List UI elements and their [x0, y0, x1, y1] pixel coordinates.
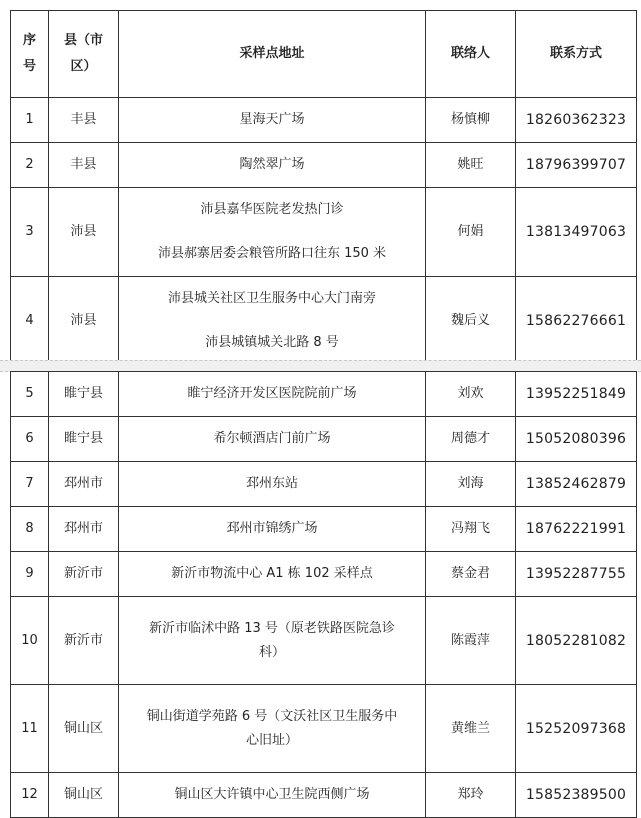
row-phone: 15862276661 — [516, 277, 637, 366]
row-phone: 13952251849 — [516, 372, 637, 417]
row-phone: 15252097368 — [516, 685, 637, 773]
row-county: 铜山区 — [49, 773, 119, 818]
row-index: 7 — [11, 462, 49, 507]
table-row — [11, 685, 637, 773]
row-index: 3 — [11, 188, 49, 277]
row-address: 铜山区大许镇中心卫生院西侧广场 — [119, 773, 426, 818]
row-county: 沛县 — [49, 188, 119, 277]
sampling-sites-table-part2 — [10, 371, 637, 818]
row-contact: 黄维兰 — [426, 685, 516, 773]
row-contact: 杨慎柳 — [426, 98, 516, 143]
row-phone: 18796399707 — [516, 143, 637, 188]
header-address: 采样点地址 — [119, 11, 426, 98]
row-phone: 13852462879 — [516, 462, 637, 507]
row-contact: 蔡金君 — [426, 552, 516, 597]
row-phone: 15052080396 — [516, 417, 637, 462]
table-row — [11, 277, 637, 366]
row-county: 新沂市 — [49, 597, 119, 685]
row-contact: 冯翔飞 — [426, 507, 516, 552]
header-index: 序 号 — [11, 11, 49, 98]
row-address: 邳州东站 — [119, 462, 426, 507]
row-phone: 15852389500 — [516, 773, 637, 818]
row-contact: 郑玲 — [426, 773, 516, 818]
row-address: 睢宁经济开发区医院院前广场 — [119, 372, 426, 417]
row-address: 邳州市锦绣广场 — [119, 507, 426, 552]
row-address: 新沂市临沭中路 13 号（原老铁路医院急诊 科） — [119, 597, 426, 685]
row-address: 沛县嘉华医院老发热门诊 沛县郝寨居委会粮管所路口往东 150 米 — [119, 188, 426, 277]
header-county: 县（市 区） — [49, 11, 119, 98]
row-county: 睢宁县 — [49, 372, 119, 417]
row-county: 沛县 — [49, 277, 119, 366]
row-index: 8 — [11, 507, 49, 552]
row-address: 陶然翠广场 — [119, 143, 426, 188]
row-index: 12 — [11, 773, 49, 818]
row-county: 邳州市 — [49, 507, 119, 552]
row-county: 邳州市 — [49, 462, 119, 507]
row-county: 睢宁县 — [49, 417, 119, 462]
table-row — [11, 507, 637, 552]
row-address: 铜山街道学苑路 6 号（文沃社区卫生服务中 心旧址） — [119, 685, 426, 773]
header-contact: 联络人 — [426, 11, 516, 98]
row-contact: 陈霞萍 — [426, 597, 516, 685]
row-index: 6 — [11, 417, 49, 462]
row-county: 丰县 — [49, 143, 119, 188]
table-row — [11, 773, 637, 818]
header-phone: 联系方式 — [516, 11, 637, 98]
row-contact: 魏后义 — [426, 277, 516, 366]
row-phone: 13952287755 — [516, 552, 637, 597]
row-county: 铜山区 — [49, 685, 119, 773]
row-address: 新沂市物流中心 A1 栋 102 采样点 — [119, 552, 426, 597]
row-county: 新沂市 — [49, 552, 119, 597]
row-index: 11 — [11, 685, 49, 773]
row-index: 1 — [11, 98, 49, 143]
table-row — [11, 98, 637, 143]
row-index: 10 — [11, 597, 49, 685]
sampling-sites-table-part1 — [10, 10, 637, 366]
row-contact: 姚旺 — [426, 143, 516, 188]
table-header-row — [11, 11, 637, 98]
table-row — [11, 188, 637, 277]
row-index: 9 — [11, 552, 49, 597]
row-phone: 13813497063 — [516, 188, 637, 277]
table-row — [11, 462, 637, 507]
row-address: 沛县城关社区卫生服务中心大门南旁 沛县城镇城关北路 8 号 — [119, 277, 426, 366]
table-row — [11, 417, 637, 462]
table-row — [11, 552, 637, 597]
row-phone: 18052281082 — [516, 597, 637, 685]
table-row — [11, 597, 637, 685]
table-row — [11, 372, 637, 417]
row-contact: 周德才 — [426, 417, 516, 462]
row-index: 5 — [11, 372, 49, 417]
row-index: 2 — [11, 143, 49, 188]
row-address: 希尔顿酒店门前广场 — [119, 417, 426, 462]
row-contact: 刘海 — [426, 462, 516, 507]
row-county: 丰县 — [49, 98, 119, 143]
row-phone: 18260362323 — [516, 98, 637, 143]
row-contact: 刘欢 — [426, 372, 516, 417]
table-row — [11, 143, 637, 188]
row-contact: 何娟 — [426, 188, 516, 277]
row-phone: 18762221991 — [516, 507, 637, 552]
row-address: 星海天广场 — [119, 98, 426, 143]
row-index: 4 — [11, 277, 49, 366]
